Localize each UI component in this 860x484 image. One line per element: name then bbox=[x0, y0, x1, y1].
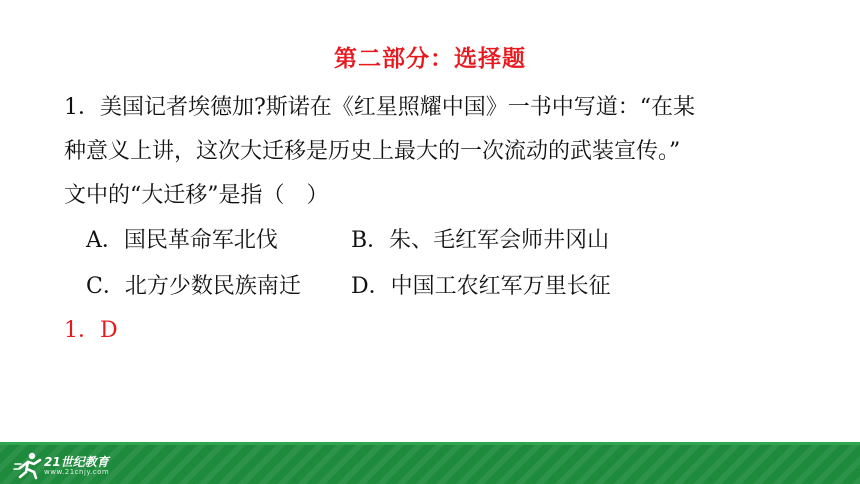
logo-url: www.21cnjy.com bbox=[44, 468, 110, 476]
option-c: C．北方少数民族南迁 bbox=[86, 274, 301, 299]
options-row-1 bbox=[86, 218, 611, 264]
question-line-2: 种意义上讲，这次大迁移是历史上最大的一次流动的武装宣传。” bbox=[64, 139, 681, 164]
option-d: D．中国工农红军万里长征 bbox=[351, 274, 611, 299]
answer-key: 1．D bbox=[64, 318, 118, 343]
logo-text: 21世纪教育 bbox=[44, 455, 109, 469]
option-b: B．朱、毛红军会师井冈山 bbox=[351, 228, 610, 253]
question-line-3: 文中的“大迁移”是指（ ） bbox=[64, 183, 329, 208]
answer-options bbox=[86, 218, 611, 310]
question-line-1: 1．美国记者埃德加?斯诺在《红星照耀中国》一书中写道：“在某 bbox=[64, 95, 696, 120]
option-a: A．国民革命军北伐 bbox=[86, 228, 278, 253]
options-row-2 bbox=[86, 264, 611, 310]
section-title: 第二部分：选择题 bbox=[334, 46, 526, 72]
question-stem bbox=[64, 86, 804, 218]
